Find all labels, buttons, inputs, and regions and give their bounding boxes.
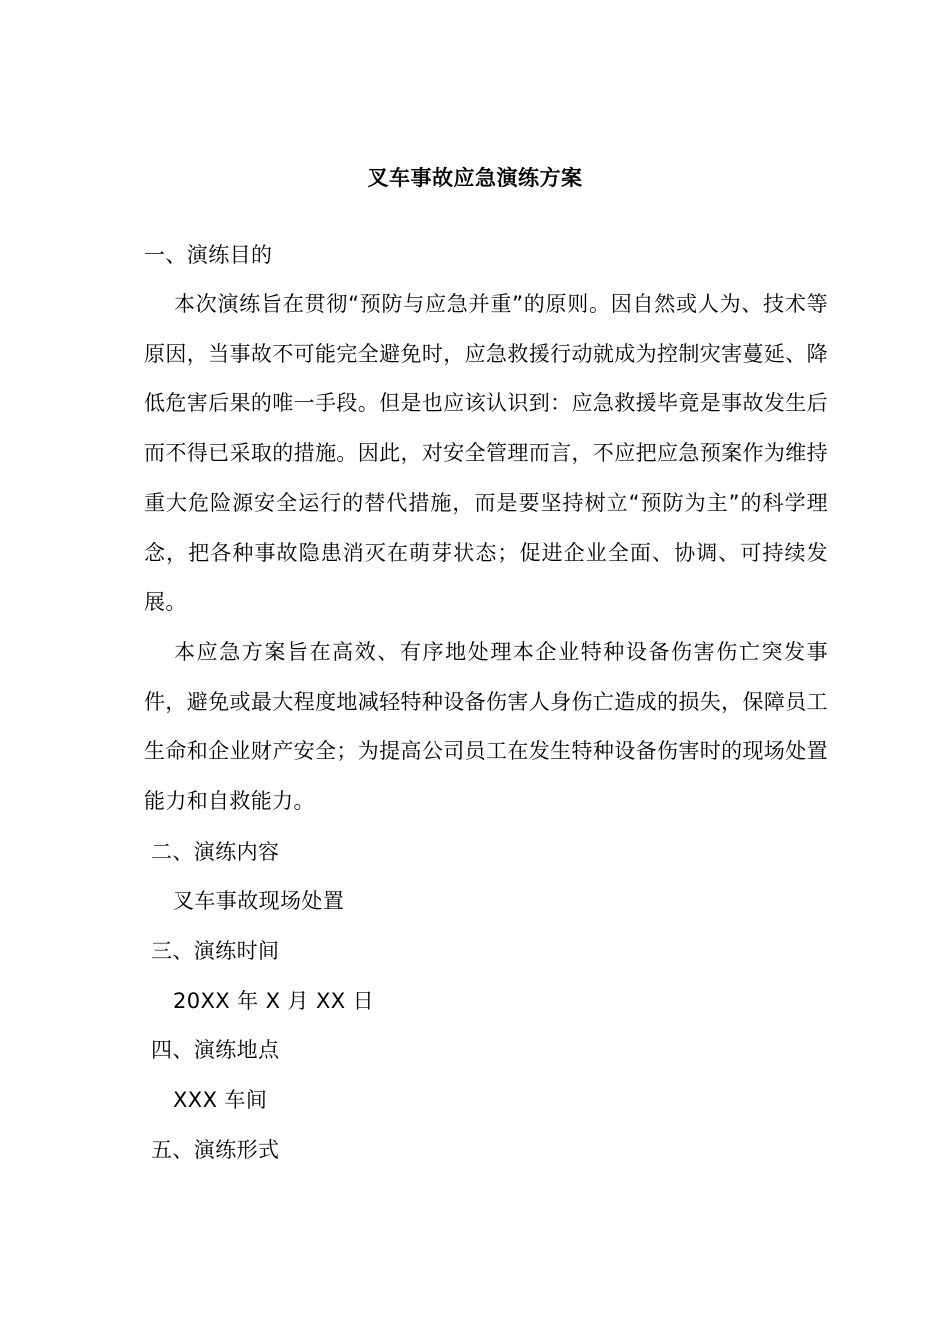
section-heading-content: 二、演练内容 (151, 840, 280, 864)
section-heading-location: 四、演练地点 (151, 1038, 280, 1062)
section-content-time: 20XX 年 X 月 XX 日 (173, 989, 375, 1013)
section-content-content: 叉车事故现场处置 (173, 889, 345, 913)
section-heading-form: 五、演练形式 (151, 1138, 280, 1162)
purpose-paragraph-2: 本应急方案旨在高效、有序地处理本企业特种设备伤害伤亡突发事件，避免或最大程度地减轻特种设备伤害人身伤亡造成的损失，保障员工生命和企业财产安全；为提高公司员工在发生特种设备伤害时的现场处置能力和自救能力。 (144, 640, 828, 814)
section-heading-time: 三、演练时间 (151, 939, 280, 963)
section-content-location: XXX 车间 (173, 1088, 268, 1112)
section-heading-purpose: 一、演练目的 (144, 243, 273, 267)
document-title: 叉车事故应急演练方案 (367, 166, 583, 190)
purpose-paragraph-1: 本次演练旨在贯彻“预防与应急并重”的原则。因自然或人为、技术等原因，当事故不可能完全避免时，应急救援行动就成为控制灾害蔓延、降低危害后果的唯一手段。但是也应该认识到：应急救援毕竟是事故发生后而不得已采取的措施。因此，对安全管理而言，不应把应急预案作为维持重大危险源安全运行的替代措施，而是要坚持树立“预防为主”的科学理念，把各种事故隐患消灭在萌芽状态；促进企业全面、协调、可持续发展。 (144, 292, 828, 615)
